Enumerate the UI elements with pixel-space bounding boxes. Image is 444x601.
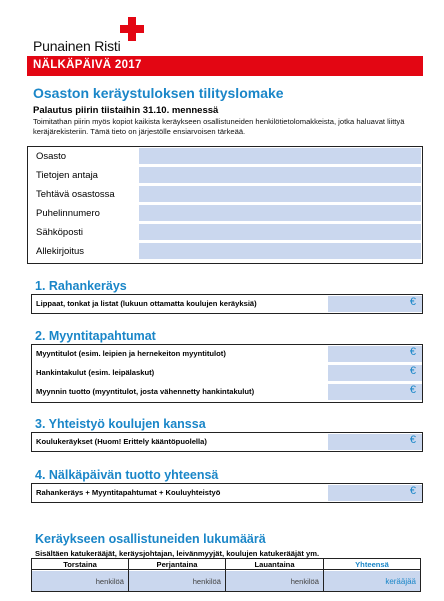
info-table: [27, 146, 423, 264]
unit-label: henkilöä: [95, 577, 124, 586]
unit-label: kerääjää: [385, 577, 416, 586]
unit-label: henkilöä: [192, 577, 221, 586]
info-row-tehtava: [28, 185, 422, 203]
participants-subtitle: Sisältäen katukerääjät, keräysjohtajan, leivänmyyjät, koulujen katukerääjät ym.: [35, 549, 320, 558]
section-box-tuotto: [31, 483, 423, 503]
osasto-field[interactable]: [139, 148, 421, 165]
section-title-myyntitapahtumat: 2. Myyntitapahtumat: [35, 329, 156, 343]
deadline-text: Palautus piirin tiistaihin 31.10. mennessä: [33, 105, 219, 116]
row-label: Myyntitulot (esim. leipien ja hernekeiton myyntitulot): [36, 349, 226, 358]
instructions-text: Toimitathan piirin myös kopiot kaikista keräykseen osallistuneiden henkilötietolomakkeista, jotka haluavat liittyä keräjärekisteriin. Tämä tieto on järjestölle ensiarvoisen tärkeää.: [33, 117, 405, 136]
row-label: Rahankeräys + Myyntitapahtumat + Kouluyhteistyö: [36, 488, 221, 497]
row-label: Koulukeräykset (Huom! Erittely kääntöpuolella): [36, 437, 207, 446]
puhelinnumero-field[interactable]: [139, 205, 421, 222]
info-label: Allekirjoitus: [36, 246, 85, 257]
allekirjoitus-field[interactable]: [139, 243, 421, 260]
info-label: Osasto: [36, 151, 67, 162]
red-cross-logo-icon: [120, 17, 144, 41]
info-label: Sähköposti: [36, 227, 84, 238]
section-row: [32, 433, 422, 451]
count-field[interactable]: [32, 571, 128, 591]
unit-label: henkilöä: [290, 577, 319, 586]
euro-icon: €: [409, 485, 416, 497]
euro-icon: €: [409, 434, 416, 446]
participants-column-torstaina: [32, 559, 129, 591]
info-row-puhelinnumero: [28, 204, 422, 222]
section-box-rahankerays: [31, 294, 423, 314]
count-field[interactable]: [226, 571, 323, 591]
section-row: [32, 383, 422, 401]
participants-column-perjantaina: [129, 559, 226, 591]
event-banner: [27, 56, 423, 76]
section-title-koulut: 3. Yhteistyö koulujen kanssa: [35, 417, 206, 431]
total-count-field[interactable]: [324, 571, 420, 591]
euro-icon: €: [409, 365, 416, 377]
column-header: Lauantaina: [226, 559, 323, 570]
amount-field[interactable]: [328, 434, 422, 451]
participants-table: [31, 558, 421, 592]
amount-field[interactable]: [328, 296, 422, 313]
section-title-rahankerays: 1. Rahankeräys: [35, 279, 127, 293]
section-row: [32, 484, 422, 502]
column-header: Yhteensä: [324, 559, 420, 570]
info-row-sahkoposti: [28, 223, 422, 241]
amount-field[interactable]: [328, 384, 422, 401]
euro-icon: €: [409, 384, 416, 396]
form-title: Osaston keräystuloksen tilityslomake: [33, 85, 284, 101]
row-label: Myynnin tuotto (myyntitulot, josta vähennetty hankintakulut): [36, 387, 255, 396]
info-row-osasto: [28, 147, 422, 165]
row-label: Lippaat, tonkat ja listat (lukuun ottamatta koulujen keräyksiä): [36, 299, 257, 308]
info-label: Puhelinnumero: [36, 208, 100, 219]
info-row-allekirjoitus: [28, 242, 422, 260]
column-header: Torstaina: [32, 559, 128, 570]
tehtava-osastossa-field[interactable]: [139, 186, 421, 203]
section-title-tuotto: 4. Nälkäpäivän tuotto yhteensä: [35, 468, 219, 482]
section-row: [32, 295, 422, 313]
section-box-myyntitapahtumat: [31, 344, 423, 403]
info-label: Tehtävä osastossa: [36, 189, 115, 200]
row-label: Hankintakulut (esim. leipälaskut): [36, 368, 155, 377]
euro-icon: €: [409, 346, 416, 358]
section-row: [32, 364, 422, 382]
participants-title: Keräykseen osallistuneiden lukumäärä: [35, 532, 266, 546]
section-box-koulut: [31, 432, 423, 452]
count-field[interactable]: [129, 571, 225, 591]
amount-field[interactable]: [328, 346, 422, 363]
info-row-tietojen-antaja: [28, 166, 422, 184]
info-label: Tietojen antaja: [36, 170, 98, 181]
sahkoposti-field[interactable]: [139, 224, 421, 241]
participants-column-yhteensa: [324, 559, 420, 591]
amount-field[interactable]: [328, 485, 422, 502]
participants-column-lauantaina: [226, 559, 324, 591]
section-row: [32, 345, 422, 363]
euro-icon: €: [409, 296, 416, 308]
banner-title: NÄLKÄPÄIVÄ 2017: [33, 59, 142, 71]
column-header: Perjantaina: [129, 559, 225, 570]
amount-field[interactable]: [328, 365, 422, 382]
organization-name: Punainen Risti: [33, 38, 121, 54]
tietojen-antaja-field[interactable]: [139, 167, 421, 184]
